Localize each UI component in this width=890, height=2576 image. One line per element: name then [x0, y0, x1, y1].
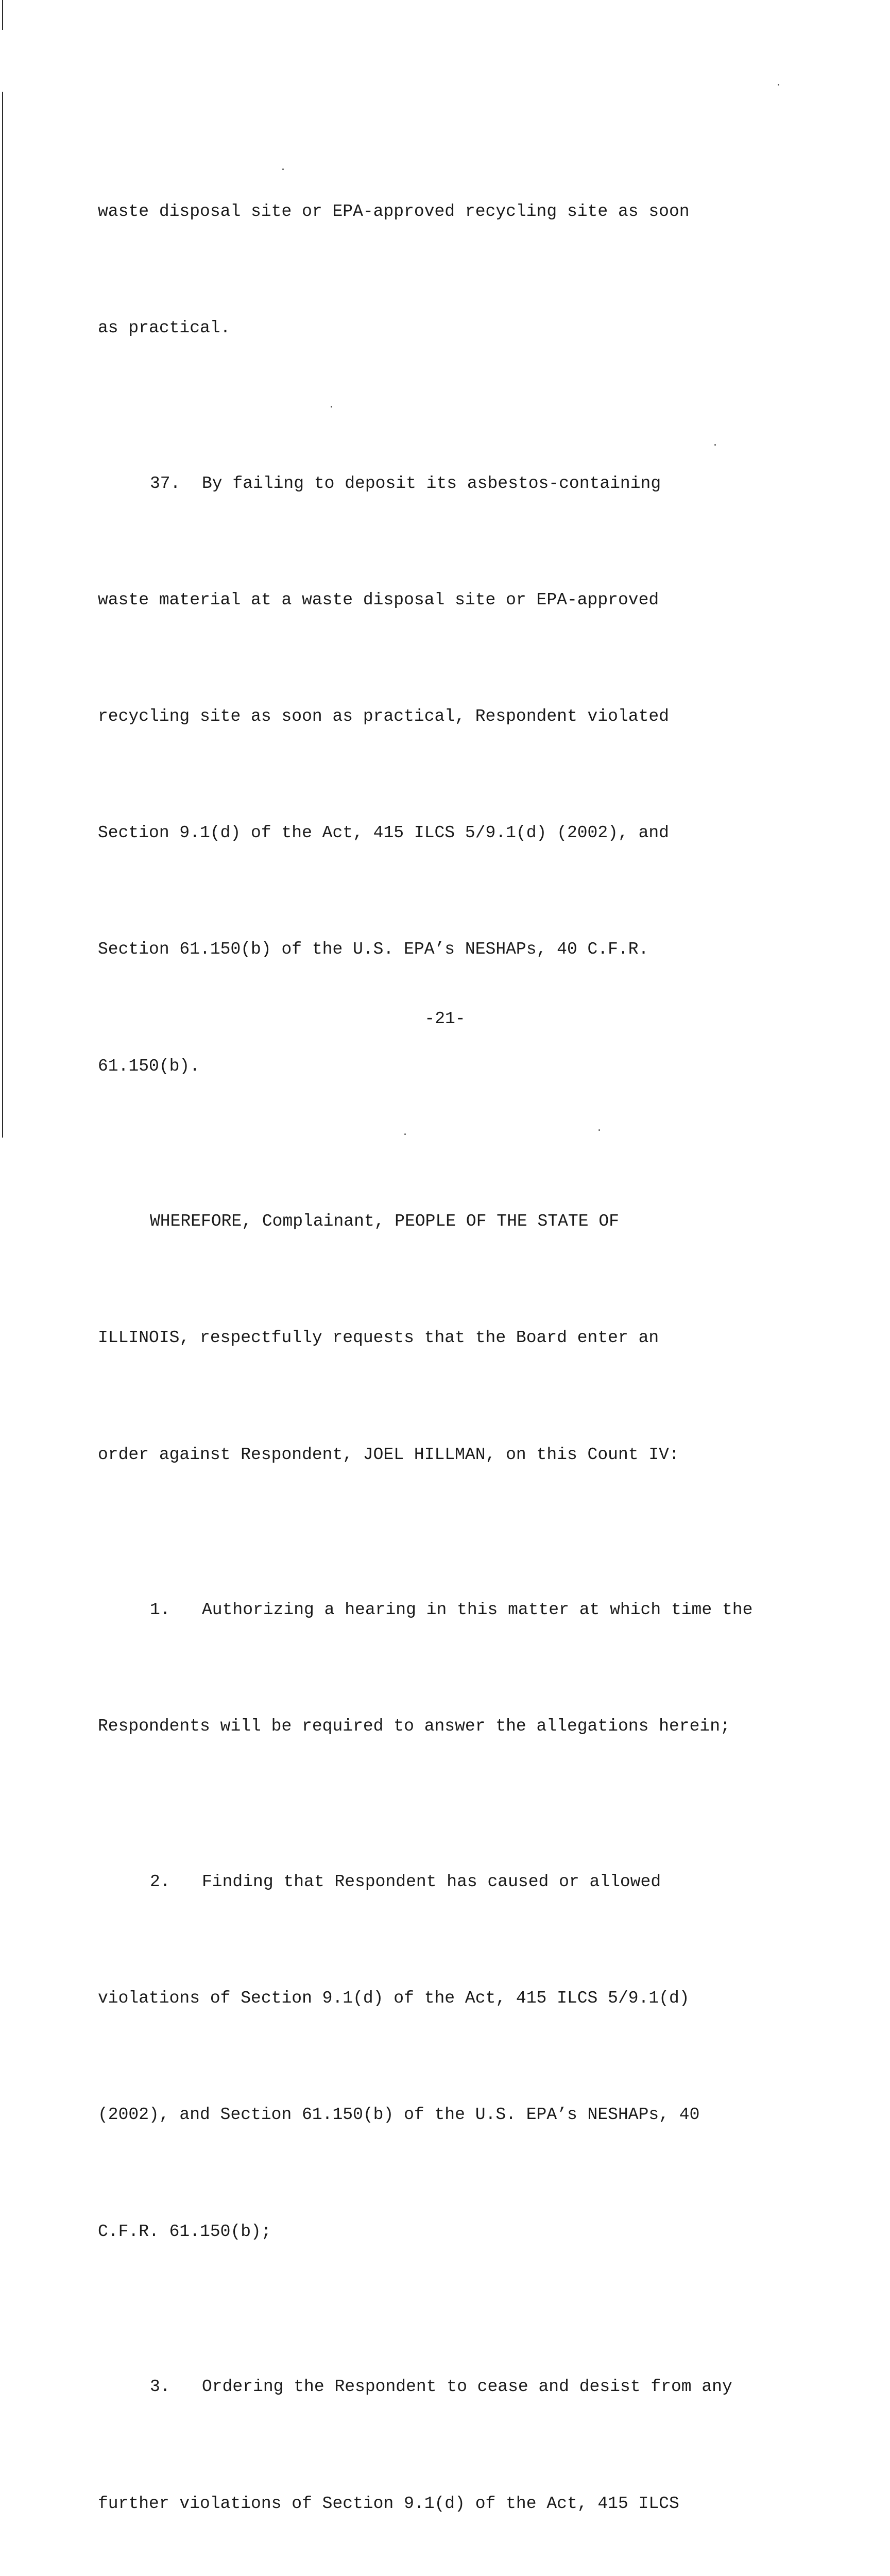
text-line: Authorizing a hearing in this matter at which time the [202, 1600, 753, 1620]
text-line: Section 9.1(d) of the Act, 415 ILCS 5/9.1(d) (2002), and [98, 823, 669, 843]
text-line: ILLINOIS, respectfully requests that the Board enter an [98, 1328, 659, 1348]
text-line: Finding that Respondent has caused or allowed [202, 1872, 661, 1892]
scan-speck [282, 168, 284, 170]
scan-speck [404, 1133, 406, 1135]
text-line: 61.150(b). [98, 1056, 200, 1076]
body-text [98, 114, 783, 2576]
text-line: recycling site as soon as practical, Respondent violated [98, 707, 669, 726]
text-line: order against Respondent, JOEL HILLMAN, on this Count IV: [98, 1445, 679, 1464]
text-line: Ordering the Respondent to cease and desist from any [202, 2377, 732, 2397]
text-line: C.F.R. 61.150(b); [98, 2222, 271, 2241]
text-line: waste disposal site or EPA-approved recycling site as soon [98, 201, 690, 221]
item-3-first-line [98, 2367, 783, 2406]
text-line: By failing to deposit its asbestos-containing [202, 473, 661, 493]
item-2-first-line [98, 1862, 783, 1901]
text-line: Section 61.150(b) of the U.S. EPA’s NESHAPs, 40 C.F.R. [98, 940, 649, 959]
text-line: as practical. [98, 318, 231, 338]
item-number: 3. [150, 2377, 170, 2397]
scan-speck [714, 444, 716, 446]
text-line: Respondents will be required to answer the allegations herein; [98, 1717, 730, 1736]
item-number: 2. [150, 1872, 170, 1892]
scan-speck [598, 1129, 600, 1131]
text-line: violations of Section 9.1(d) of the Act, 415 ILCS 5/9.1(d) [98, 1989, 690, 2008]
scan-edge-line [2, 92, 3, 1138]
page-number: -21- [424, 1009, 466, 1028]
wherefore-line: WHEREFORE, Complainant, PEOPLE OF THE STATE OF [150, 1212, 619, 1231]
item-1-first-line [98, 1590, 783, 1629]
text-line: waste material at a waste disposal site or EPA-approved [98, 590, 659, 609]
scan-speck [331, 406, 332, 408]
scan-speck [778, 84, 779, 86]
scan-edge-line [2, 0, 3, 30]
paragraph-37-first-line [98, 464, 783, 503]
item-number: 1. [150, 1600, 170, 1620]
text-line: further violations of Section 9.1(d) of the Act, 415 ILCS [98, 2494, 679, 2513]
paragraph-number: 37. [150, 473, 181, 493]
text-line: (2002), and Section 61.150(b) of the U.S. EPA’s NESHAPs, 40 [98, 2105, 700, 2125]
